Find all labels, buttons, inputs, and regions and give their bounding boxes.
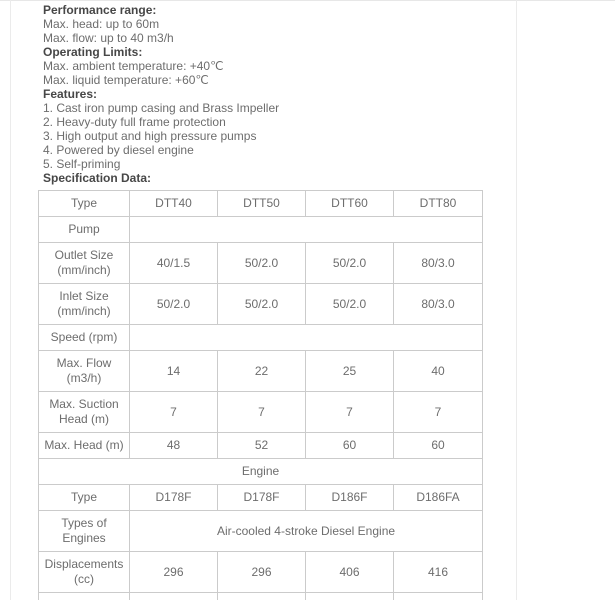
cell: 7 bbox=[394, 392, 483, 433]
cell: 40/1.5 bbox=[130, 243, 218, 284]
cell: 80/3.0 bbox=[394, 243, 483, 284]
spec-table bbox=[38, 190, 483, 600]
cell: D186F bbox=[306, 485, 394, 511]
cell: 50/2.0 bbox=[218, 284, 306, 325]
feature-4: 4. Powered by diesel engine bbox=[43, 143, 194, 157]
cell: 14 bbox=[130, 351, 218, 392]
specification-data-heading: Specification Data: bbox=[43, 171, 152, 185]
cell: D186FA bbox=[394, 485, 483, 511]
table-row-engine-section bbox=[39, 459, 483, 485]
cell bbox=[130, 593, 218, 600]
merged-empty-cell bbox=[130, 325, 483, 351]
features-heading: Features: bbox=[43, 87, 98, 101]
table-header-row bbox=[39, 191, 483, 217]
table-row-pump bbox=[39, 217, 483, 243]
row-label: Pump bbox=[39, 217, 130, 243]
table-row-inlet-size bbox=[39, 284, 483, 325]
row-label: Type bbox=[39, 485, 130, 511]
cell: 50/2.0 bbox=[130, 284, 218, 325]
feature-1: 1. Cast iron pump casing and Brass Impeller bbox=[43, 101, 280, 115]
table-row-displacements bbox=[39, 552, 483, 593]
table-row-max-flow bbox=[39, 351, 483, 392]
cell: 7 bbox=[306, 392, 394, 433]
engine-section-cell: Engine bbox=[39, 459, 483, 485]
row-label: Max. Suction Head (m) bbox=[39, 392, 130, 433]
cell: 50/2.0 bbox=[218, 243, 306, 284]
content-right-border bbox=[516, 0, 517, 600]
column-header-dtt50: DTT50 bbox=[218, 191, 306, 217]
cell bbox=[394, 593, 483, 600]
row-label: Types of Engines bbox=[39, 511, 130, 552]
max-ambient-temp-line: Max. ambient temperature: +40℃ bbox=[43, 59, 224, 73]
performance-range-heading: Performance range: bbox=[43, 3, 157, 17]
cell bbox=[306, 593, 394, 600]
cell: 25 bbox=[306, 351, 394, 392]
row-label: Displacements (cc) bbox=[39, 552, 130, 593]
intro-text bbox=[38, 3, 516, 185]
feature-5: 5. Self-priming bbox=[43, 157, 121, 171]
column-header-dtt60: DTT60 bbox=[306, 191, 394, 217]
table-row-clipped bbox=[39, 593, 483, 600]
cell: 22 bbox=[218, 351, 306, 392]
header-type-label: Type bbox=[39, 191, 130, 217]
cell: 50/2.0 bbox=[306, 284, 394, 325]
table-row-outlet-size bbox=[39, 243, 483, 284]
cell: 7 bbox=[130, 392, 218, 433]
cell: 296 bbox=[130, 552, 218, 593]
product-description bbox=[11, 1, 516, 600]
row-label: Max. Flow (m3/h) bbox=[39, 351, 130, 392]
max-head-line: Max. head: up to 60m bbox=[43, 17, 160, 31]
row-label: Max. Head (m) bbox=[39, 433, 130, 459]
max-liquid-temp-line: Max. liquid temperature: +60℃ bbox=[43, 73, 209, 87]
row-label: Outlet Size (mm/inch) bbox=[39, 243, 130, 284]
row-label: Speed (rpm) bbox=[39, 325, 130, 351]
cell: 406 bbox=[306, 552, 394, 593]
cell: 50/2.0 bbox=[306, 243, 394, 284]
cell: 416 bbox=[394, 552, 483, 593]
column-header-dtt80: DTT80 bbox=[394, 191, 483, 217]
cell: 296 bbox=[218, 552, 306, 593]
merged-empty-cell bbox=[130, 217, 483, 243]
max-flow-line: Max. flow: up to 40 m3/h bbox=[43, 31, 174, 45]
cell: 60 bbox=[394, 433, 483, 459]
row-label: Inlet Size (mm/inch) bbox=[39, 284, 130, 325]
cell: 60 bbox=[306, 433, 394, 459]
cell: 48 bbox=[130, 433, 218, 459]
table-row-max-suction-head bbox=[39, 392, 483, 433]
table-row-speed bbox=[39, 325, 483, 351]
operating-limits-heading: Operating Limits: bbox=[43, 45, 143, 59]
merged-text-cell: Air-cooled 4-stroke Diesel Engine bbox=[130, 511, 483, 552]
feature-2: 2. Heavy-duty full frame protection bbox=[43, 115, 226, 129]
row-label bbox=[39, 593, 130, 600]
table-row-engine-type bbox=[39, 485, 483, 511]
table-row-max-head bbox=[39, 433, 483, 459]
cell: 52 bbox=[218, 433, 306, 459]
cell: D178F bbox=[218, 485, 306, 511]
cell: 80/3.0 bbox=[394, 284, 483, 325]
column-header-dtt40: DTT40 bbox=[130, 191, 218, 217]
cell: 7 bbox=[218, 392, 306, 433]
feature-3: 3. High output and high pressure pumps bbox=[43, 129, 257, 143]
cell: D178F bbox=[130, 485, 218, 511]
cell bbox=[218, 593, 306, 600]
cell: 40 bbox=[394, 351, 483, 392]
table-row-types-of-engines bbox=[39, 511, 483, 552]
